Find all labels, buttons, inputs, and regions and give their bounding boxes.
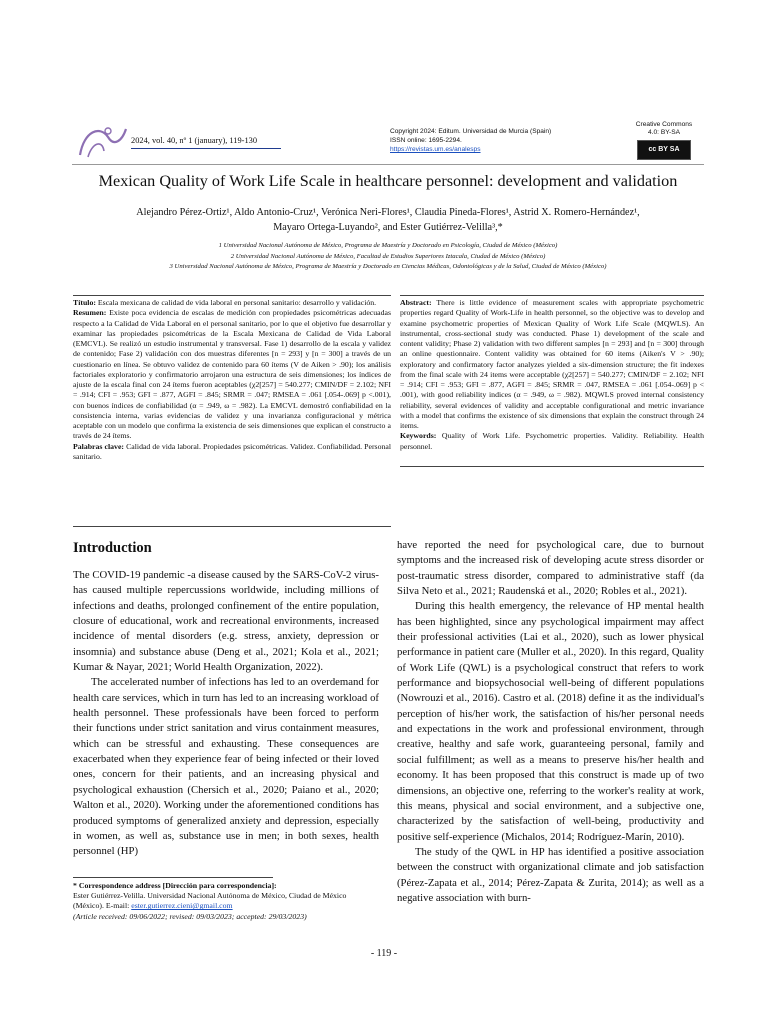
left-column (73, 568, 379, 860)
palabras-clave-label: Palabras clave: (73, 441, 124, 451)
authors-line-2: Mayaro Ortega-Luyando², and Ester Gutiérrez-Velilla³,* (273, 222, 503, 233)
paragraph: The study of the QWL in HP has identified a positive association between the construct with organizational climate and job satisfaction (Pérez-Zapata et al., 2014; Pérez-Zapata & Zurita, 2014); as well as a negative association with burn- (397, 845, 704, 904)
cc-by-sa-icon[interactable] (637, 140, 691, 160)
page-number: - 119 - (370, 948, 398, 959)
paragraph: have reported the need for psychological care, due to burnout symptoms and the increased risk of developing acute stress disorder or post-traumatic stress disorder, compared to administrative staff (da Silva Neto et al., 2021; Raudenská et al., 2020; Robles et al., 2021). (397, 539, 704, 598)
journal-url-link[interactable]: https://revistas.um.es/analesps (390, 146, 481, 153)
email-link[interactable]: ester.gutierrez.cieni@gmail.com (131, 901, 233, 911)
author-list (72, 205, 704, 235)
journal-logo (74, 121, 130, 163)
affiliations (72, 241, 704, 273)
affiliation-2: 2 Universidad Nacional Autónoma de México, Facultad de Estudios Superiores Iztacala, Ciudad de México (México) (230, 252, 546, 260)
paragraph: The accelerated number of infections has led to an overdemand for health care services, which in turn has led to an increasing workload of health personnel. These professionals have been forced to perform their functions under strict sanitation and virus containment measures, which can be stressful and exhausting. These consequences are exacerbated when they experience fear of being infected or their loved ones, concern for their patients, and an increasing physical and psychological exhaustion (Chersich et al., 2020; Paiano et al., 2020; Walton et al., 2020). Working under the aforementioned conditions has produced symptoms of generalized anxiety and depression, especially in women, as well as, substance use in men; in both sexes, health personnel (HP) (73, 676, 379, 858)
footnote-rule (73, 877, 273, 878)
paragraph: The COVID-19 pandemic -a disease caused by the SARS-CoV-2 virus- has caused multiple repercussions worldwide, including millions of infections and deaths, prolonged confinement of the entire population, closure of educational, work and recreational environments, increased incidence of mental disorders (e.g. stress, anxiety, depression or insomnia) and substance abuse (Deng et al., 2021; Kola et al., 2021; Kumar & Nayar, 2021; World Health Organization, 2022). (73, 569, 379, 674)
right-column (397, 538, 704, 906)
copyright-block (390, 127, 551, 154)
correspondence-footnote (73, 881, 379, 922)
spanish-abstract-box (73, 295, 391, 527)
resumen-text: Existe poca evidencia de escalas de medición con propiedades psicométricas adecuadas respecto a la Calidad de Vida Laboral en el personal sanitario, por lo que el objetivo fue desarrollar y examinar las propiedades psicométricas de la Escala Mexicana de Calidad de Vida Laboral (EMCVL). Se realizó un estudio instrumental y transversal. Fase 1) desarrollo de la escala y validez de contenido; Fase 2) validación con dos muestras diferentes [n = 293] y [n = 300] a través de un cuestionario en línea. Se obtuvo validez de contenido para 60 ítems (V de Aiken > .90); los análisis factoriales exploratorio y confirmatorio arrojaron una estructura de seis dimensiones; los índices de ajuste de la escala final con 24 ítems fueron aceptables (χ2[257] = 540.277; CMIN/DF = 2.102; NFI = .914; CFI = .953; GFI = .877, AGFI = .845; SRMR = .047; RMSEA = .061 [.054-.069] p <.001), con buenos índices de confiabilidad (α = .949, ω = .982). La EMCVL demostró confiabilidad en la consistencia interna, varias evidencias de validez y una invarianza configuracional y métrica aceptable con un modelo que confirma la existencia de seis dimensiones que explican el constructo a través de 24 ítems. (73, 308, 391, 441)
authors-line-1: Alejandro Pérez-Ortiz¹, Aldo Antonio-Cruz¹, Verónica Neri-Flores¹, Claudia Pineda-Flores¹, Astrid X. Romero-Hernández¹, (136, 207, 640, 218)
copyright-line: Copyright 2024: Editum. Universidad de Murcia (Spain) (390, 128, 552, 135)
license-line-2: 4.0: BY-SA (647, 129, 680, 136)
footnote-text: Ester Gutiérrez-Velilla. Universidad Nacional Autónoma de México, Ciudad de México (México). E-mail: (73, 891, 347, 911)
abstract-label: Abstract: (400, 298, 432, 307)
paragraph: During this health emergency, the relevance of HP mental health has been highlighted, since any psychological impairment may affect their professional activities (Lai et al., 2020), such as lower physical performance in patient care (Muller et al., 2020). In this regard, Quality of Work Life (QWL) is a psychological construct that refers to work performance and biopsychosocial well-being of different populations (Nowrouzi et al., 2016). Castro et al. (2018) define it as the individual's perception of his/her work, the satisfaction of his/her personal needs and expectations in the work and professional environment, through creative, healthy and safe work, guaranteeing personal, family and social fulfillment; as well as a means to preserve his/her health and economy. It has been proposed that this construct is made up of two dimensions, an objective one, referring to the worker's reality at work, this means, physical and social environment, and a subjective one, characterized by the satisfaction of well-being, productivity and positive self-experience (Michalos, 2014; Rodríguez-Marín, 2010). (397, 600, 704, 843)
license-line-1: Creative Commons (635, 121, 693, 128)
cc-badge-text: cc BY SA (648, 146, 680, 153)
keywords-text: Quality of Work Life. Psychometric properties. Validity. Reliability. Health personnel. (400, 431, 704, 451)
header-rule (72, 164, 704, 165)
affiliation-1: 1 Universidad Nacional Autónoma de México, Programa de Maestría y Doctorado en Psicología, Ciudad de México (México) (218, 242, 558, 249)
palabras-clave-text: Calidad de vida laboral. Propiedades psicométricas. Validez. Confiabilidad. Personal sanitario. (73, 441, 392, 461)
titulo-text: Escala mexicana de calidad de vida laboral en personal sanitario: desarrollo y validación. (97, 298, 377, 307)
keywords-label: Keywords: (400, 431, 437, 441)
article-dates: (Article received: 09/06/2022; revised: 09/03/2023; accepted: 29/03/2023) (73, 911, 307, 921)
abstract-text: There is little evidence of measurement scales with appropriate psychometric properties regard Quality of Work-Life in health personnel, so the objective was to develop and examine psychometric properties of Mexican Quality of Work Life Scale (MQWLS). An instrumental, cross-sectional study was conducted. Phase 1) development of the scale and content validity; Phase 2) validation with two different samples [n = 293] and [n = 300] through an online questionnaire. Content validity was obtained for 60 items (Aiken's V > .90); exploratory and confirmatory factor analyzes yielded a six-dimension structure; the fit indexes from the final scale with 24 items were acceptable (χ2[257] = 540.277; CMIN/DF = 2.102; NFI = .914; CFI = .953; GFI = .877, AGFI = .845; SRMR = .047, RMSEA = .061 [.054-.069] p < .001), with good reliability indices (α = .949, ω = .982). MQWLS proved internal consistency reliability, several evidences of validity and acceptable configurational and metric invariance with a model that confirms the existence of six dimensions that explain the construct through 24 items. (400, 298, 705, 430)
titulo-label: Título: (73, 298, 96, 307)
paper-title: Mexican Quality of Work Life Scale in healthcare personnel: development and validation (98, 172, 678, 190)
issn-line: ISSN online: 1695-2294. (390, 137, 462, 144)
journal-citation: 2024, vol. 40, nº 1 (january), 119-130 (131, 136, 258, 145)
english-abstract-box (400, 295, 704, 467)
affiliation-3: 3 Universidad Nacional Autónoma de México, Programa de Maestría y Doctorado en Ciencias Médicas, Odontológicas y de la Salud, Ciudad de México (México) (169, 263, 607, 271)
introduction-heading: Introduction (73, 540, 152, 556)
license-block (634, 121, 694, 160)
citation-rule (131, 148, 281, 149)
resumen-label: Resumen: (73, 308, 107, 318)
footnote-label: * Correspondence address [Dirección para correspondencia]: (73, 881, 277, 890)
